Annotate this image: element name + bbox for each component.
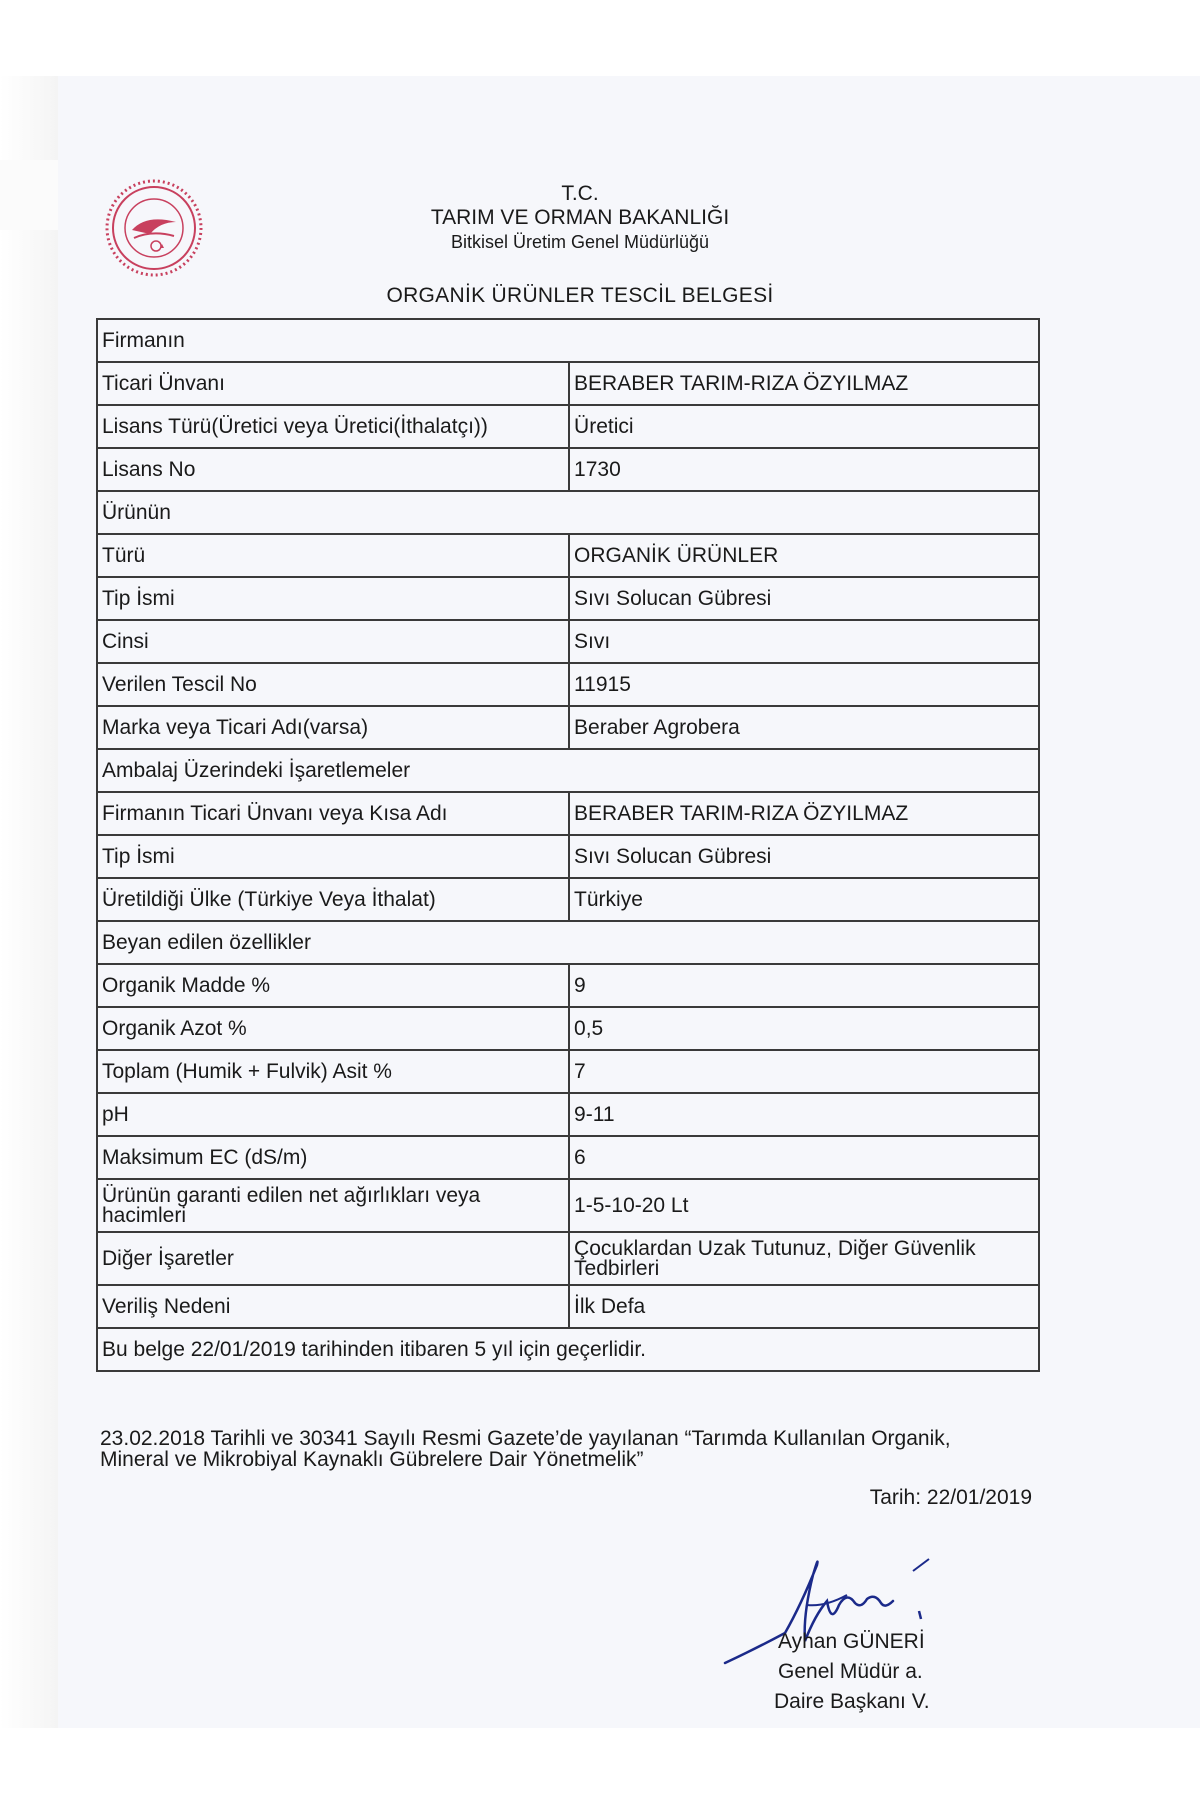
packaging-firm-label: Firmanın Ticari Ünvanı veya Kısa Adı bbox=[97, 792, 569, 835]
table-row bbox=[97, 1328, 1039, 1371]
table-row bbox=[97, 663, 1039, 706]
form-value: Sıvı bbox=[569, 620, 1039, 663]
table-row bbox=[97, 1136, 1039, 1179]
packaging-type-value: Sıvı Solucan Gübresi bbox=[569, 835, 1039, 878]
header-ministry: TARIM VE ORMAN BAKANLIĞI bbox=[430, 206, 730, 229]
kind-value: ORGANİK ÜRÜNLER bbox=[569, 534, 1039, 577]
table-row bbox=[97, 921, 1039, 964]
table-row bbox=[97, 577, 1039, 620]
license-type-value: Üretici bbox=[569, 405, 1039, 448]
license-type-label: Lisans Türü(Üretici veya Üretici(İthalatçı)) bbox=[97, 405, 569, 448]
table-row bbox=[97, 1285, 1039, 1328]
table-row bbox=[97, 1050, 1039, 1093]
origin-value: Türkiye bbox=[569, 878, 1039, 921]
other-markings-value: Çocuklardan Uzak Tutunuz, Diğer Güvenlik Tedbirleri bbox=[569, 1232, 1039, 1285]
table-row bbox=[97, 1232, 1039, 1285]
table-row bbox=[97, 878, 1039, 921]
legal-reference: 23.02.2018 Tarihli ve 30341 Sayılı Resmi Gazete’de yayılanan “Tarımda Kullanılan Organik, Mineral ve Mikrobiyal Kaynaklı Gübrelere Dair Yönetmelik” bbox=[100, 1427, 951, 1471]
organic-matter-label: Organik Madde % bbox=[97, 964, 569, 1007]
firm-section-heading: Firmanın bbox=[97, 319, 1039, 362]
registration-table bbox=[96, 318, 1040, 1372]
signatory-title-2: Daire Başkanı V. bbox=[774, 1690, 930, 1713]
kind-label: Türü bbox=[97, 534, 569, 577]
table-row bbox=[97, 835, 1039, 878]
license-no-label: Lisans No bbox=[97, 448, 569, 491]
registration-no-value: 11915 bbox=[569, 663, 1039, 706]
form-label: Cinsi bbox=[97, 620, 569, 663]
other-markings-label: Diğer İşaretler bbox=[97, 1232, 569, 1285]
issue-reason-label: Veriliş Nedeni bbox=[97, 1285, 569, 1328]
trade-name-value: BERABER TARIM-RIZA ÖZYILMAZ bbox=[569, 362, 1039, 405]
validity-statement: Bu belge 22/01/2019 tarihinden itibaren 5 yıl için geçerlidir. bbox=[97, 1328, 1039, 1371]
table-row bbox=[97, 362, 1039, 405]
table-row bbox=[97, 405, 1039, 448]
ec-label: Maksimum EC (dS/m) bbox=[97, 1136, 569, 1179]
table-row bbox=[97, 964, 1039, 1007]
table-row bbox=[97, 491, 1039, 534]
table-row bbox=[97, 749, 1039, 792]
ph-label: pH bbox=[97, 1093, 569, 1136]
scan-left-edge bbox=[0, 76, 58, 1728]
ministry-seal-icon bbox=[104, 178, 204, 278]
packaging-firm-value: BERABER TARIM-RIZA ÖZYILMAZ bbox=[569, 792, 1039, 835]
header-tc: T.C. bbox=[561, 182, 599, 205]
net-weight-value: 1-5-10-20 Lt bbox=[569, 1179, 1039, 1232]
brand-value: Beraber Agrobera bbox=[569, 706, 1039, 749]
table-row bbox=[97, 1007, 1039, 1050]
table-row bbox=[97, 792, 1039, 835]
organic-nitrogen-value: 0,5 bbox=[569, 1007, 1039, 1050]
table-row bbox=[97, 620, 1039, 663]
header-directorate: Bitkisel Üretim Genel Müdürlüğü bbox=[450, 232, 710, 252]
ph-value: 9-11 bbox=[569, 1093, 1039, 1136]
table-row bbox=[97, 534, 1039, 577]
table-row bbox=[97, 706, 1039, 749]
net-weight-label: Ürünün garanti edilen net ağırlıkları veya hacimleri bbox=[97, 1179, 569, 1232]
table-row bbox=[97, 1179, 1039, 1232]
type-name-label: Tip İsmi bbox=[97, 577, 569, 620]
license-no-value: 1730 bbox=[569, 448, 1039, 491]
document-title: ORGANİK ÜRÜNLER TESCİL BELGESİ bbox=[386, 284, 774, 307]
product-section-heading: Ürünün bbox=[97, 491, 1039, 534]
organic-nitrogen-label: Organik Azot % bbox=[97, 1007, 569, 1050]
table-row bbox=[97, 319, 1039, 362]
signatory-name: Ayhan GÜNERİ bbox=[778, 1630, 925, 1653]
table-row bbox=[97, 448, 1039, 491]
declared-section-heading: Beyan edilen özellikler bbox=[97, 921, 1039, 964]
trade-name-label: Ticari Ünvanı bbox=[97, 362, 569, 405]
organic-matter-value: 9 bbox=[569, 964, 1039, 1007]
brand-label: Marka veya Ticari Adı(varsa) bbox=[97, 706, 569, 749]
humic-acid-label: Toplam (Humik + Fulvik) Asit % bbox=[97, 1050, 569, 1093]
document-header bbox=[300, 182, 860, 254]
ec-value: 6 bbox=[569, 1136, 1039, 1179]
issue-reason-value: İlk Defa bbox=[569, 1285, 1039, 1328]
signatory-title-1: Genel Müdür a. bbox=[778, 1660, 923, 1683]
packaging-type-label: Tip İsmi bbox=[97, 835, 569, 878]
table-row bbox=[97, 1093, 1039, 1136]
humic-acid-value: 7 bbox=[569, 1050, 1039, 1093]
registration-no-label: Verilen Tescil No bbox=[97, 663, 569, 706]
issue-date: Tarih: 22/01/2019 bbox=[869, 1486, 1032, 1509]
origin-label: Üretildiği Ülke (Türkiye Veya İthalat) bbox=[97, 878, 569, 921]
packaging-section-heading: Ambalaj Üzerindeki İşaretlemeler bbox=[97, 749, 1039, 792]
type-name-value: Sıvı Solucan Gübresi bbox=[569, 577, 1039, 620]
